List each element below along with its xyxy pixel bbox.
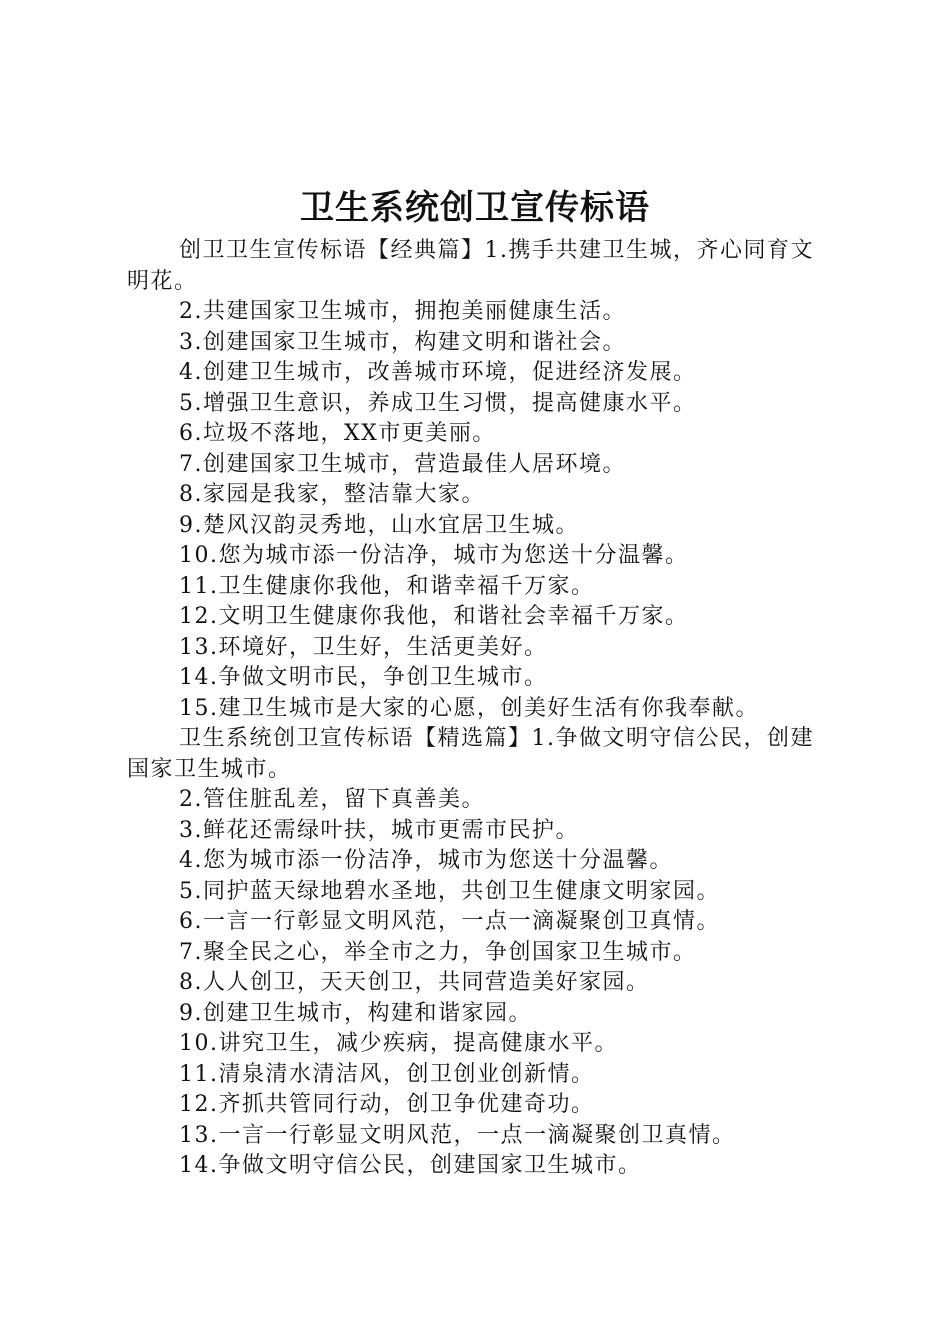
slogan-item: 10.您为城市添一份洁净，城市为您送十分温馨。 (179, 543, 689, 568)
slogan-item: 2.共建国家卫生城市，拥抱美丽健康生活。 (179, 299, 626, 324)
slogan-item: 4.您为城市添一份洁净，城市为您送十分温馨。 (179, 848, 673, 873)
slogan-item: 3.鲜花还需绿叶扶，城市更需市民护。 (179, 817, 579, 843)
slogan-item: 3.创建国家卫生城市，构建文明和谐社会。 (179, 329, 626, 355)
slogan-item: 14.争做文明守信公民，创建国家卫生城市。 (179, 1153, 642, 1178)
slogan-item: 15.建卫生城市是大家的心愿，创美好生活有你我奉献。 (179, 695, 759, 721)
slogan-item: 5.同护蓝天绿地碧水圣地，共创卫生健康文明家园。 (179, 878, 720, 904)
slogan-item: 13.环境好，卫生好，生活更美好。 (179, 634, 548, 660)
slogan-item: 11.清泉清水清洁风，创卫创业创新情。 (179, 1061, 595, 1087)
slogan-item: 6.一言一行彰显文明风范，一点一滴凝聚创卫真情。 (179, 909, 720, 934)
slogan-item: 10.讲究卫生，减少疾病，提高健康水平。 (179, 1031, 618, 1056)
slogan-item: 8.家园是我家，整洁靠大家。 (179, 482, 485, 507)
slogan-item: 13.一言一行彰显文明风范，一点一滴凝聚创卫真情。 (179, 1122, 736, 1148)
slogan-item: 6.垃圾不落地，XX市更美丽。 (179, 421, 496, 446)
slogan-item: 9.楚风汉韵灵秀地，山水宜居卫生城。 (179, 512, 579, 538)
slogan-item: 7.创建国家卫生城市，营造最佳人居环境。 (179, 451, 626, 477)
section2-intro: 卫生系统创卫宣传标语【精选篇】1.争做文明守信公民，创建国家卫生城市。 (127, 726, 814, 782)
slogan-item: 9.创建卫生城市，构建和谐家园。 (179, 1000, 532, 1026)
slogan-item: 12.齐抓共管同行动，创卫争优建奇功。 (179, 1092, 595, 1117)
slogan-item: 2.管住脏乱差，留下真善美。 (179, 787, 485, 812)
section1-intro: 创卫卫生宣传标语【经典篇】1.携手共建卫生城，齐心同育文明花。 (127, 238, 814, 294)
slogan-item: 4.创建卫生城市，改善城市环境，促进经济发展。 (179, 360, 697, 385)
document-body (127, 236, 837, 1182)
slogan-item: 12.文明卫生健康你我他，和谐社会幸福千万家。 (179, 604, 689, 629)
slogan-item: 7.聚全民之心，举全市之力，争创国家卫生城市。 (179, 939, 697, 965)
slogan-item: 8.人人创卫，天天创卫，共同营造美好家园。 (179, 970, 650, 995)
slogan-item: 11.卫生健康你我他，和谐幸福千万家。 (179, 573, 595, 599)
document-title: 卫生系统创卫宣传标语 (300, 188, 650, 228)
slogan-item: 14.争做文明市民，争创卫生城市。 (179, 665, 548, 690)
slogan-item: 5.增强卫生意识，养成卫生习惯，提高健康水平。 (179, 390, 697, 416)
